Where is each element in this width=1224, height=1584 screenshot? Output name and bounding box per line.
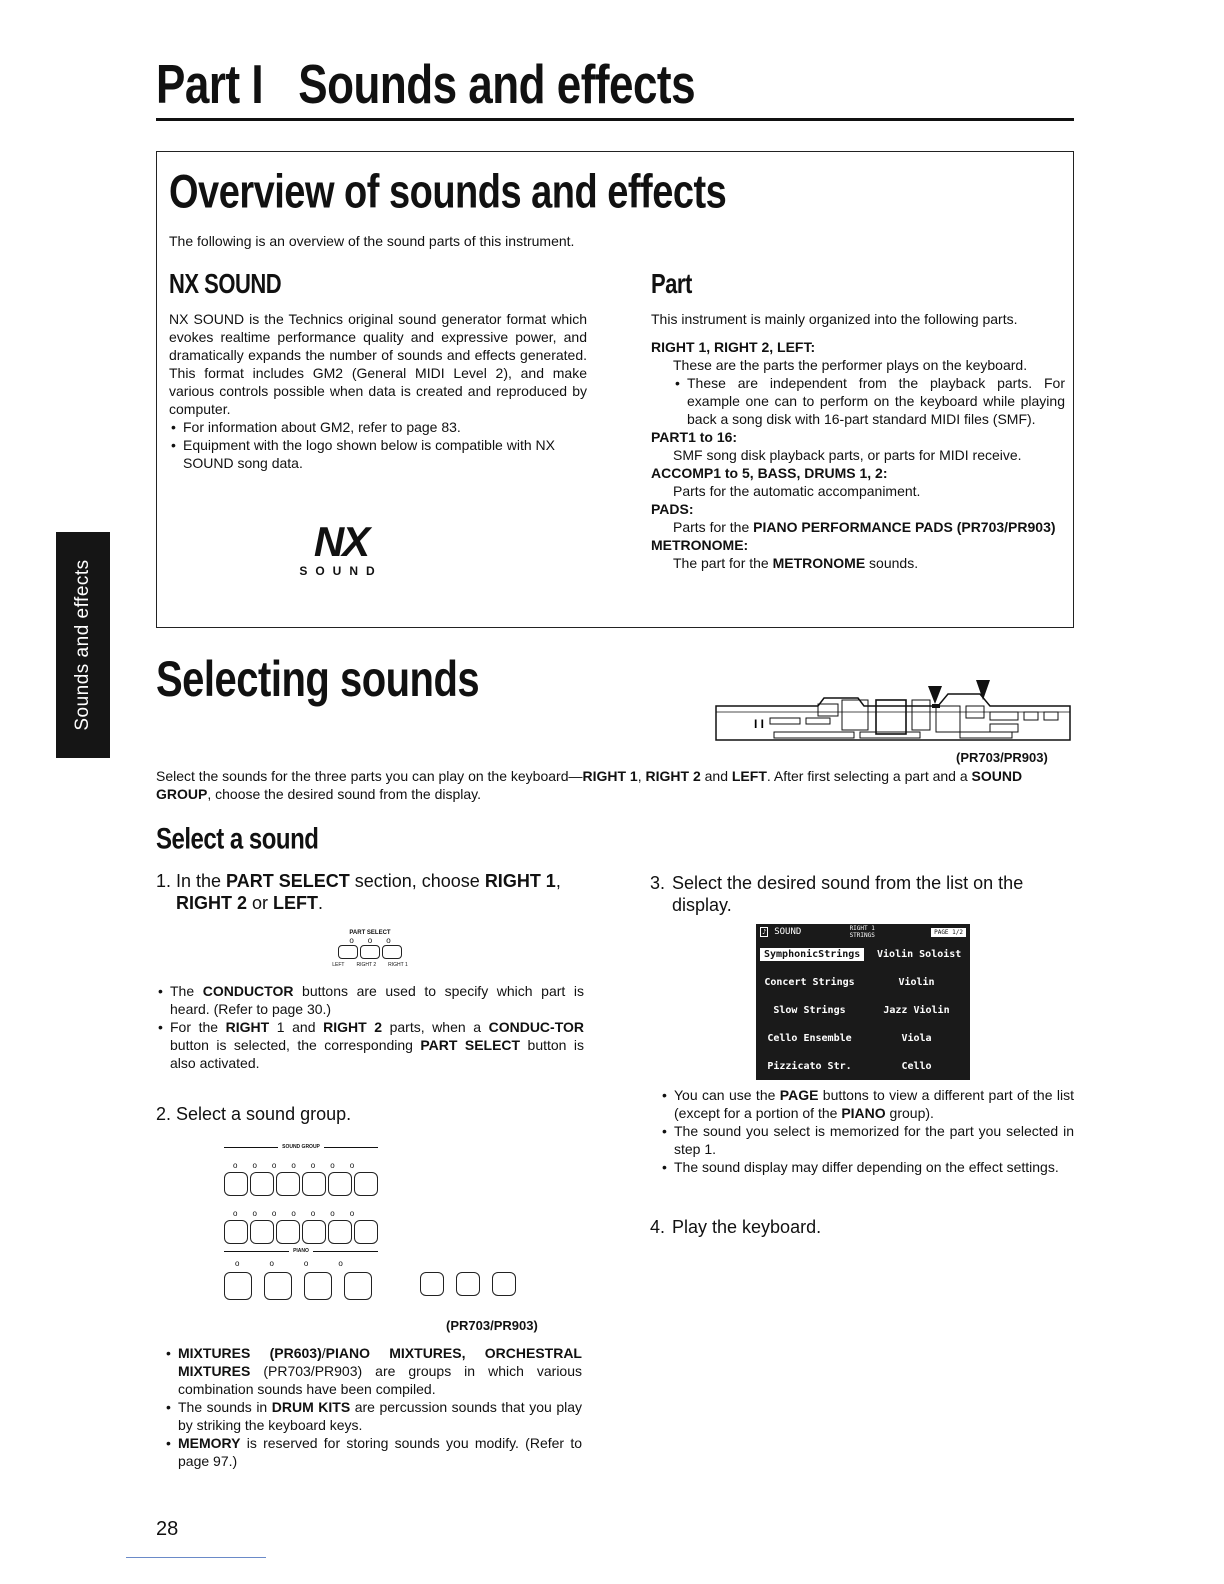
- step-4-label: Play the keyboard.: [672, 1217, 822, 1237]
- s1b2-a: For the: [170, 1019, 226, 1035]
- piano-group-button[interactable]: [264, 1272, 292, 1300]
- part-select-label-left: LEFT: [332, 962, 345, 968]
- selecting-title: Selecting sounds: [156, 652, 480, 707]
- sound-item[interactable]: Slow Strings: [773, 1004, 846, 1016]
- sound-group-row-1: [224, 1172, 378, 1196]
- sound-group-button[interactable]: [276, 1220, 300, 1244]
- piano-group-title-text: PIANO: [293, 1248, 309, 1254]
- part-title: Part I Sounds and effects: [156, 54, 696, 116]
- step-2-bullet-1: [164, 1344, 582, 1398]
- part-select-panel: [310, 930, 430, 968]
- s1b2-e: parts, when a: [382, 1019, 489, 1035]
- nx-column: [169, 268, 587, 472]
- selecting-intro: [156, 767, 1074, 803]
- part-select-right1-button[interactable]: [382, 945, 402, 959]
- piano-group-row: [224, 1272, 544, 1300]
- sound-display-title: SOUND: [774, 927, 802, 937]
- nx-logo-mark: NX: [313, 518, 369, 565]
- s1b2-b: RIGHT: [225, 1019, 270, 1035]
- s3b1-d: PIANO: [841, 1105, 886, 1121]
- step-1-number: 1.: [156, 871, 172, 891]
- step-1-bullet-1: [156, 982, 584, 1018]
- panel-model-caption: (PR703/PR903): [956, 750, 1048, 765]
- sound-list-row[interactable]: [756, 1052, 970, 1080]
- selecting-intro-b: RIGHT 1: [582, 768, 638, 784]
- piano-group-title: [224, 1248, 378, 1254]
- selecting-intro-c: ,: [637, 768, 646, 784]
- part-group-pads-desc: [651, 518, 1065, 536]
- sound-group-leds-row-2: ooooooo: [233, 1209, 370, 1218]
- sound-list-row[interactable]: [756, 968, 970, 996]
- sound-display-group-name: STRINGS: [849, 932, 875, 939]
- part-group-accomp-desc: Parts for the automatic accompaniment.: [673, 483, 921, 499]
- piano-group-button[interactable]: [344, 1272, 372, 1300]
- step-2-label: Select a sound group.: [176, 1104, 352, 1124]
- sound-group-button[interactable]: [302, 1172, 326, 1196]
- mixtures-group-button[interactable]: [420, 1272, 444, 1296]
- s2b1-d: (PR703/PR903) are groups in which various combination sounds have been compiled.: [178, 1363, 582, 1397]
- part-group-smf: PART1 to 16:: [651, 429, 738, 445]
- part-select-label-right1: RIGHT 1: [388, 962, 408, 968]
- header-rule: [156, 118, 1074, 121]
- sound-group-button[interactable]: [276, 1172, 300, 1196]
- nx-bullet-2: • Equipment with the logo shown below is compatible with NX SOUND song data.: [169, 436, 587, 472]
- step-4: [650, 1216, 1078, 1238]
- step-1-t-e: ,: [555, 871, 561, 891]
- selecting-intro-h: SOUND GROUP: [156, 768, 1023, 802]
- sound-display-part-name: RIGHT 1: [849, 925, 875, 932]
- step-1-t-f: RIGHT 2: [176, 893, 248, 913]
- page-number: 28: [156, 1518, 179, 1540]
- part-group-metronome: METRONOME:: [651, 537, 749, 553]
- part-heading: Part: [651, 268, 692, 300]
- nx-logo: [281, 520, 401, 578]
- s1b2-c: 1 and: [269, 1019, 324, 1035]
- sound-group-row-2: [224, 1220, 378, 1244]
- nx-bullet-1: • For information about GM2, refer to page 83.: [169, 418, 587, 436]
- sound-list-row[interactable]: [756, 1024, 970, 1052]
- sound-display-part: [836, 925, 888, 939]
- step-3-notes: [660, 1086, 1074, 1176]
- s2b3-b: is reserved for storing sounds you modify. (Refer to page 97.): [178, 1435, 582, 1469]
- sound-item[interactable]: Cello: [901, 1060, 932, 1072]
- s2b1-a: MIXTURES (PR603): [178, 1345, 322, 1361]
- step-1-t-b: PART SELECT: [226, 871, 350, 891]
- sound-item-selected[interactable]: SymphonicStrings: [760, 948, 864, 961]
- part-intro: This instrument is mainly organized into the following parts.: [651, 311, 1018, 327]
- step-4-number: 4.: [650, 1217, 666, 1237]
- s3b1-e: group).: [885, 1105, 934, 1121]
- side-tab: [56, 532, 110, 758]
- sound-item[interactable]: Concert Strings: [764, 976, 855, 988]
- sound-display-icon: ♪: [762, 928, 767, 936]
- step-3-bullet-3: • The sound display may differ depending on the effect settings.: [660, 1158, 1074, 1176]
- step-3-number: 3.: [650, 873, 666, 893]
- s2b1-b: /: [321, 1345, 326, 1361]
- s1b2-f: CONDUC-TOR: [488, 1019, 584, 1035]
- sound-display-page[interactable]: PAGE 1/2: [931, 928, 966, 937]
- sound-group-title: [224, 1144, 378, 1150]
- nx-logo-sub: SOUND: [299, 564, 383, 578]
- step-3-label: Select the desired sound from the list on the display.: [672, 873, 1024, 915]
- piano-leds: oooo: [235, 1259, 373, 1268]
- mixtures-group-button[interactable]: [492, 1272, 516, 1296]
- selecting-intro-f: LEFT: [731, 768, 767, 784]
- s1b2-i: button is also activated.: [170, 1037, 584, 1071]
- svg-text:I I: I I: [754, 717, 765, 731]
- nx-body: NX SOUND is the Technics original sound generator format which evokes realtime performance quality and expressive power, and dramatically expands the number of sounds and effects generated. This format includes GM2 (General MIDI Level 2), and make various controls possible when data is created and reproduced by computer.: [169, 311, 587, 417]
- sound-display-header: [756, 924, 970, 940]
- step-2-notes: [164, 1344, 582, 1470]
- part-column: [651, 268, 1065, 572]
- step-1-t-g: or: [247, 893, 274, 913]
- sound-group-caption: (PR703/PR903): [446, 1318, 538, 1333]
- overview-box: [156, 151, 1074, 628]
- sound-item[interactable]: Jazz Violin: [883, 1004, 950, 1016]
- part-select-leds: ooo: [349, 936, 405, 945]
- s3b1-b: PAGE: [779, 1087, 819, 1103]
- sound-list-row[interactable]: [756, 996, 970, 1024]
- s3b1-c: buttons to view a different part of the list (except for a portion of the: [674, 1087, 1074, 1121]
- nx-heading: NX SOUND: [169, 268, 282, 300]
- overview-title: Overview of sounds and effects: [169, 166, 727, 219]
- part-select-title: PART SELECT: [349, 930, 391, 936]
- part-group-pads: PADS:: [651, 501, 694, 517]
- step-2-bullet-3: [164, 1434, 582, 1470]
- part-group-keyboard: RIGHT 1, RIGHT 2, LEFT:: [651, 339, 816, 355]
- part-group-metronome-desc: [651, 554, 1065, 572]
- s1b1-b: CONDUCTOR: [202, 983, 294, 999]
- side-tab-label: Sounds and effects: [72, 559, 93, 731]
- part-select-buttons: [310, 945, 430, 959]
- s1b2-g: button is selected, the corresponding: [170, 1037, 421, 1053]
- sound-item[interactable]: Cello Ensemble: [767, 1032, 852, 1044]
- sound-group-button[interactable]: [250, 1220, 274, 1244]
- selecting-intro-g: . After first selecting a part and a: [766, 768, 972, 784]
- step-3-bullet-2: • The sound you select is memorized for the part you selected in step 1.: [660, 1122, 1074, 1158]
- piano-group-button[interactable]: [304, 1272, 332, 1300]
- selecting-intro-a: Select the sounds for the three parts you can play on the keyboard—: [156, 768, 583, 784]
- part-select-labels: [310, 962, 430, 968]
- selecting-intro-i: , choose the desired sound from the display.: [207, 786, 482, 802]
- sound-item[interactable]: Violin Soloist: [877, 948, 962, 960]
- metronome-desc-b: METRONOME: [772, 555, 866, 571]
- part-group-keyboard-desc: These are the parts the performer plays on the keyboard.: [673, 357, 1028, 373]
- step-3: [650, 872, 1078, 916]
- pads-desc-text: Parts for the: [673, 519, 754, 535]
- sound-group-button[interactable]: [224, 1220, 248, 1244]
- sound-group-button[interactable]: [354, 1172, 378, 1196]
- sound-group-button[interactable]: [354, 1220, 378, 1244]
- step-3-bullet-1: [660, 1086, 1074, 1122]
- sound-group-button[interactable]: [250, 1172, 274, 1196]
- part-group-keyboard-note: [651, 374, 1065, 428]
- sound-group-button[interactable]: [224, 1172, 248, 1196]
- step-4-text: [650, 1216, 1078, 1238]
- step-1-bullet-2: [156, 1018, 584, 1072]
- piano-group-button[interactable]: [224, 1272, 252, 1300]
- overview-intro: The following is an overview of the sound parts of this instrument.: [169, 233, 575, 249]
- step-1: [156, 870, 584, 1072]
- sound-item[interactable]: Violin: [898, 976, 935, 988]
- step-2-bullet-2: [164, 1398, 582, 1434]
- part-group-accomp: ACCOMP1 to 5, BASS, DRUMS 1, 2:: [651, 465, 888, 481]
- select-sound-heading: Select a sound: [156, 822, 319, 856]
- sound-group-title-text: SOUND GROUP: [282, 1144, 320, 1150]
- step-1-t-a: In the: [176, 871, 227, 891]
- pads-desc-bold: PIANO PERFORMANCE PADS (PR703/PR903): [753, 519, 1056, 535]
- part-group-smf-desc: SMF song disk playback parts, or parts for MIDI receive.: [673, 447, 1022, 463]
- sound-group-button[interactable]: [328, 1220, 352, 1244]
- s1b1-a: The: [170, 983, 203, 999]
- sound-list-row[interactable]: [756, 940, 970, 968]
- sound-display: [756, 924, 970, 1080]
- s2b1-c: PIANO MIXTURES, ORCHESTRAL MIXTURES: [178, 1345, 582, 1379]
- sound-group-button[interactable]: [328, 1172, 352, 1196]
- step-1-t-d: RIGHT 1: [484, 871, 556, 891]
- footer-rule: [126, 1557, 266, 1558]
- step-1-t-i: .: [318, 893, 324, 913]
- step-1-text: [156, 870, 584, 914]
- sound-item[interactable]: Viola: [901, 1032, 932, 1044]
- step-2: [156, 1103, 584, 1125]
- sound-group-button[interactable]: [302, 1220, 326, 1244]
- metronome-desc-a: The part for the: [673, 555, 773, 571]
- step-3-text: [650, 872, 1078, 916]
- selecting-intro-d: RIGHT 2: [645, 768, 701, 784]
- step-2-text: [156, 1103, 584, 1125]
- s1b2-h: PART SELECT: [420, 1037, 521, 1053]
- s2b2-b: DRUM KITS: [271, 1399, 351, 1415]
- part-select-label-right2: RIGHT 2: [356, 962, 377, 968]
- part-select-left-button[interactable]: [338, 945, 358, 959]
- part-select-right2-button[interactable]: [360, 945, 380, 959]
- s2b2-a: The sounds in: [178, 1399, 272, 1415]
- part-group-keyboard-bullet: • These are independent from the playback parts. For example one can to perform on the keyboard while playing back a song disk with 16-part standard MIDI files (SMF).: [673, 374, 1065, 428]
- s1b1-c: buttons are used to specify which part is heard. (Refer to page 30.): [170, 983, 584, 1017]
- sound-group-panel: [224, 1144, 544, 1300]
- metronome-desc-c: sounds.: [865, 555, 919, 571]
- selecting-intro-e: and: [700, 768, 732, 784]
- s1b2-d: RIGHT 2: [323, 1019, 382, 1035]
- step-1-t-h: LEFT: [273, 893, 319, 913]
- sound-group-leds-row-1: ooooooo: [233, 1161, 370, 1170]
- instrument-panel-illustration: [714, 676, 1072, 744]
- s3b1-a: You can use the: [674, 1087, 780, 1103]
- s2b2-c: are percussion sounds that you play by striking the keyboard keys.: [178, 1399, 583, 1433]
- s2b3-a: MEMORY: [178, 1435, 241, 1451]
- step-2-number: 2.: [156, 1104, 172, 1124]
- mixtures-group-button[interactable]: [456, 1272, 480, 1296]
- sound-item[interactable]: Pizzicato Str.: [767, 1060, 852, 1072]
- step-1-t-c: section, choose: [349, 871, 485, 891]
